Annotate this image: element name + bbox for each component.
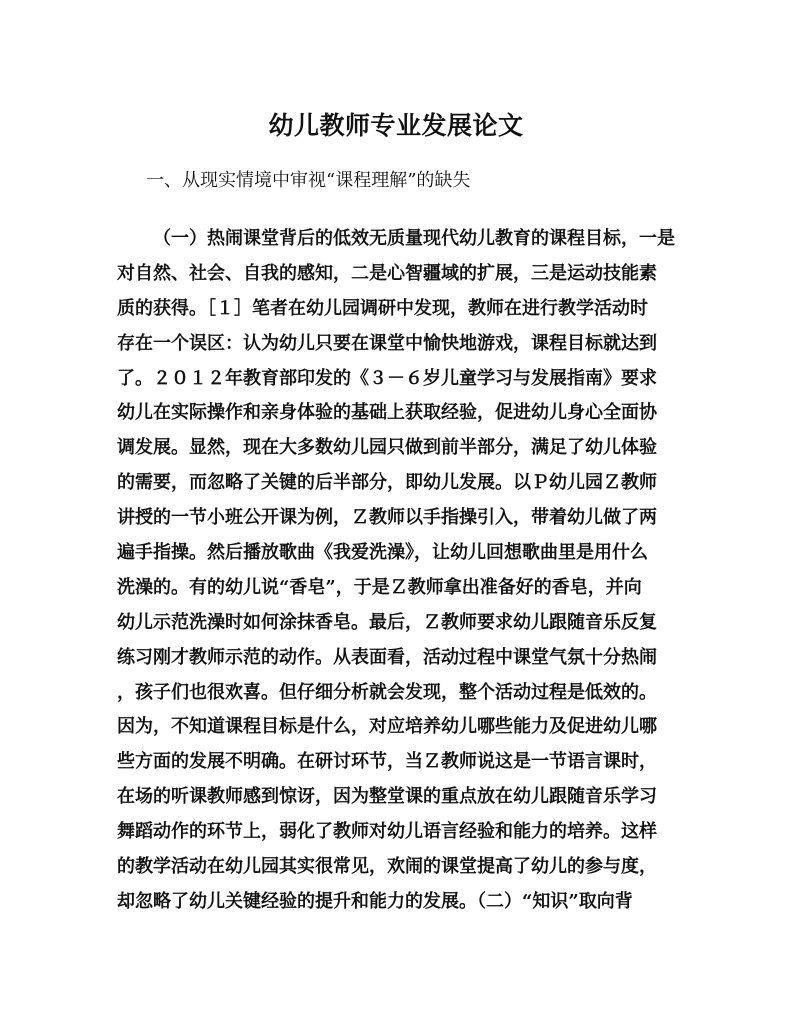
paragraph-line: 却忽略了幼儿关键经验的提升和能力的发展。（二）“知识”取向背 xyxy=(117,890,633,912)
paragraph-line: 在场的听课教师感到惊讶，因为整堂课的重点放在幼儿跟随音乐学习 xyxy=(117,786,657,808)
paragraph-line: 洗澡的。有的幼儿说“香皂”，于是Ｚ教师拿出准备好的香皂，并向 xyxy=(117,576,642,598)
paragraph-line: 幼儿在实际操作和亲身体验的基础上获取经验，促进幼儿身心全面协 xyxy=(117,402,657,424)
document-title: 幼儿教师专业发展论文 xyxy=(268,111,524,140)
paragraph-line: 因为，不知道课程目标是什么，对应培养幼儿哪些能力及促进幼儿哪 xyxy=(117,716,657,738)
paragraph-line: （一）热闹课堂背后的低效无质量现代幼儿教育的课程目标，一是 xyxy=(153,228,675,249)
paragraph-line: 遍手指操。然后播放歌曲《我爱洗澡》，让幼儿回想歌曲里是用什么 xyxy=(117,542,648,564)
paragraph-line: 存在一个误区：认为幼儿只要在课堂中愉快地游戏，课程目标就达到 xyxy=(117,332,657,354)
paragraph-line: 幼儿示范洗澡时如何涂抹香皂。最后，Ｚ教师要求幼儿跟随音乐反复 xyxy=(117,611,657,633)
paragraph-line: 练习刚才教师示范的动作。从表面看，活动过程中课堂气氛十分热闹 xyxy=(117,646,657,668)
paragraph-line: 对自然、社会、自我的感知，二是心智疆域的扩展，三是运动技能素 xyxy=(117,262,657,284)
paragraph-line: ，孩子们也很欢喜。但仔细分析就会发现，整个活动过程是低效的。 xyxy=(117,681,657,703)
paragraph-line: 了。２０１２年教育部印发的《３－６岁儿童学习与发展指南》要求 xyxy=(117,367,657,389)
paragraph-line: 讲授的一节小班公开课为例，Ｚ教师以手指操引入，带着幼儿做了两 xyxy=(117,507,657,529)
paragraph-line: 的教学活动在幼儿园其实很常见，欢闹的课堂提高了幼儿的参与度， xyxy=(117,856,657,878)
paragraph-line: 调发展。显然，现在大多数幼儿园只做到前半部分，满足了幼儿体验 xyxy=(117,437,657,459)
paragraph-line: 的需要，而忽略了关键的后半部分，即幼儿发展。以Ｐ幼儿园Ｚ教师 xyxy=(117,472,657,494)
paragraph-line: 舞蹈动作的环节上，弱化了教师对幼儿语言经验和能力的培养。这样 xyxy=(117,821,657,843)
body-paragraph xyxy=(117,222,687,920)
paragraph-line: 些方面的发展不明确。在研讨环节，当Ｚ教师说这是一节语言课时， xyxy=(117,751,657,773)
paragraph-line: 质的获得。［１］笔者在幼儿园调研中发现，教师在进行教学活动时 xyxy=(117,297,648,319)
section-heading: 一、从现实情境中审视“课程理解”的缺失 xyxy=(146,170,471,191)
